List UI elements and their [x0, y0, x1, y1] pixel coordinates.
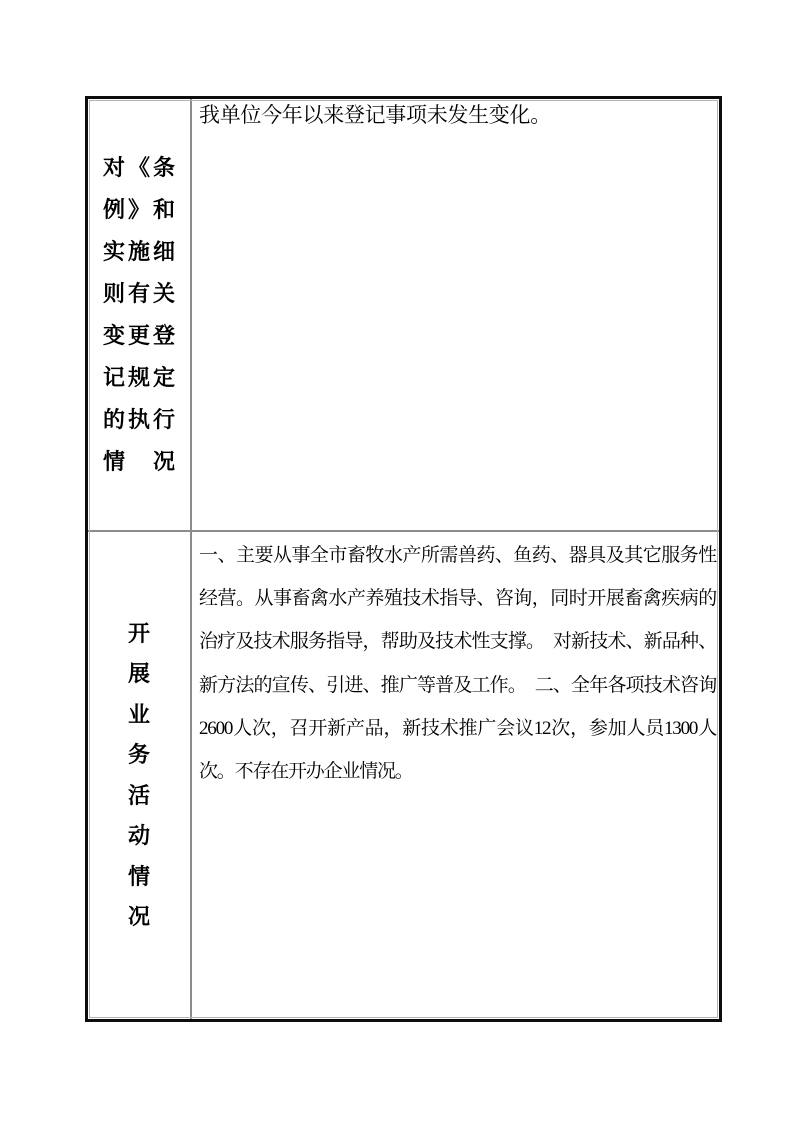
header-text-line: 业: [127, 701, 150, 727]
content-text-line: 一、主要从事全市畜牧水产所需兽药、鱼药、器具及其它服务性: [199, 545, 716, 566]
content-text-line: 治疗及技术服务指导，帮助及技术性支撑。 对新技术、新品种、: [199, 631, 716, 653]
content-text-line: 新方法的宣传、引进、推广等普及工作。 二、全年各项技术咨询: [199, 674, 716, 696]
header-text-line: 务: [127, 742, 150, 767]
header-text-line: 例》和: [103, 196, 175, 222]
content-text-line: 2600人次，召开新产品，新技术推广会议12次，参加人员1300人: [199, 717, 716, 739]
row-header-business-activities: [88, 532, 192, 1019]
header-text-line: 实施细: [103, 238, 175, 264]
business-activities-label: [103, 614, 175, 938]
header-text-line: 开: [127, 620, 150, 646]
header-text-line: 动: [127, 823, 150, 848]
content-text-line: 次。不存在开办企业情况。: [199, 761, 413, 783]
header-text-line: 情 况: [103, 448, 175, 474]
header-text-line: 活: [127, 782, 150, 808]
regulation-compliance-label: [103, 147, 175, 483]
cell-business-activities-content: [192, 532, 719, 1019]
header-text-line: 展: [127, 661, 150, 686]
header-text-line: 变更登: [103, 322, 175, 348]
header-text-line: 记规定: [103, 364, 175, 390]
annual-inspection-report-table: [85, 96, 722, 1022]
header-text-line: 则有关: [103, 280, 175, 306]
cell-regulation-compliance-content: [192, 99, 719, 532]
header-text-line: 的执行: [103, 406, 175, 432]
header-text-line: 对《条: [103, 154, 175, 180]
header-text-line: 况: [127, 904, 150, 929]
content-text-line: 我单位今年以来登记事项未发生变化。: [199, 103, 551, 127]
content-text-line: 经营。从事畜禽水产养殖技术指导、咨询，同时开展畜禽疾病的: [199, 588, 716, 610]
row-header-regulation-compliance: [88, 99, 192, 532]
header-text-line: 情: [127, 863, 150, 889]
